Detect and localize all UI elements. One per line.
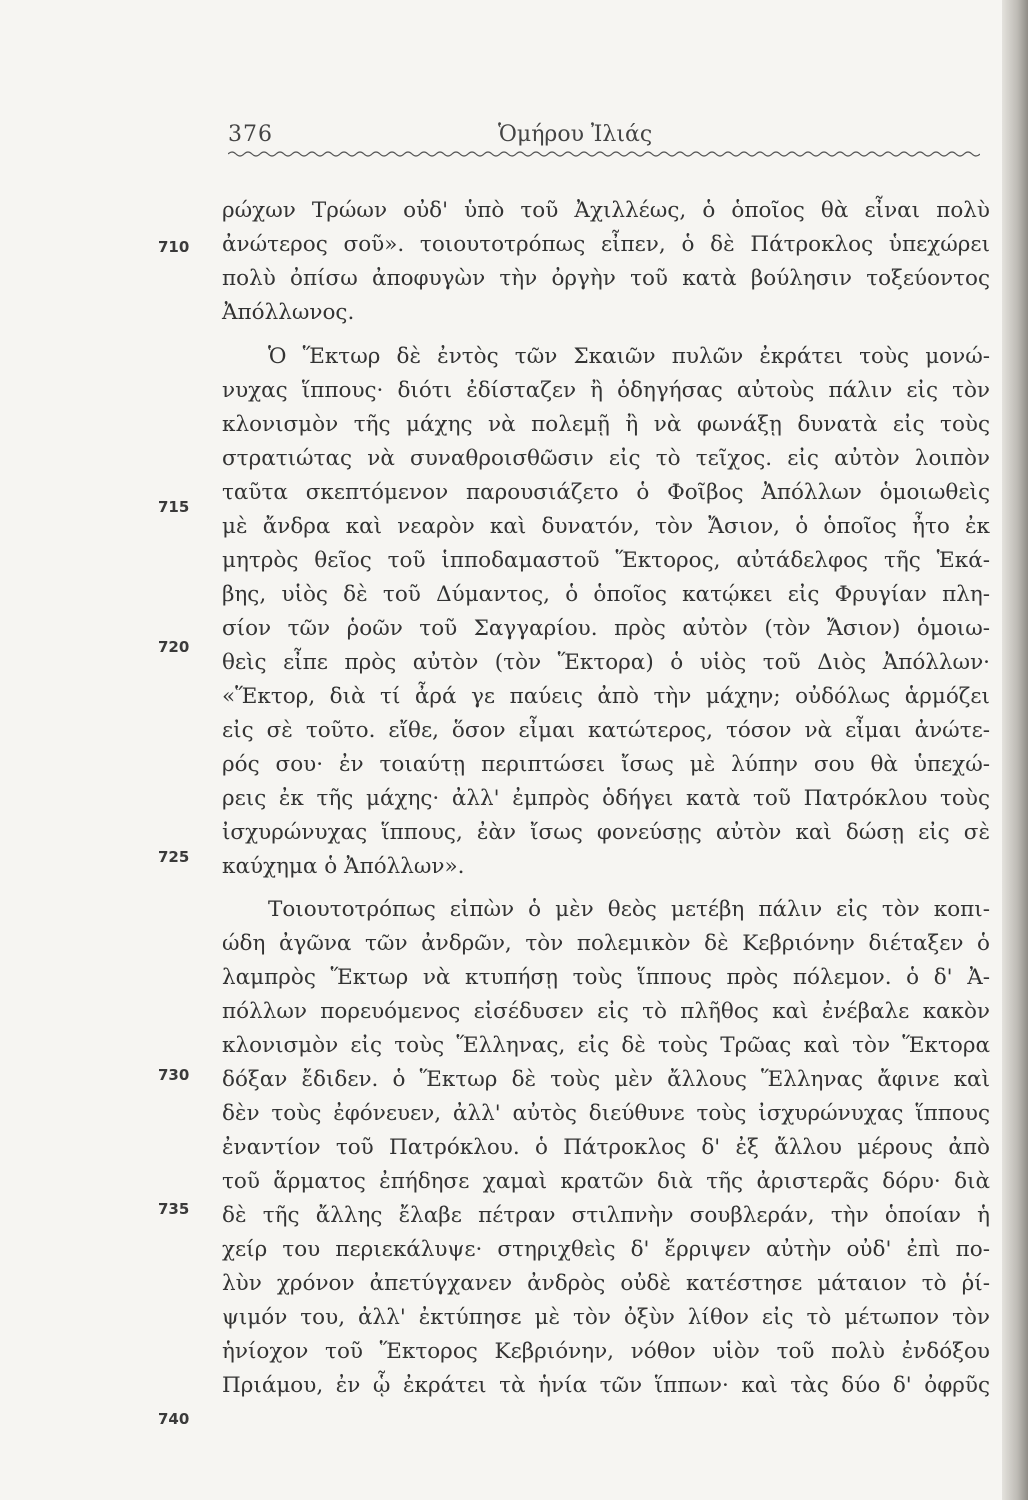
running-title: Ὁμήρου Ἰλιάς — [498, 122, 653, 147]
text-line: μητρὸς θεῖος τοῦ ἱπποδαμαστοῦ Ἕκτορος, αὐτάδελφος τῆς Ἑκά- — [222, 548, 990, 573]
text-line: κλονισμὸν εἰς τοὺς Ἕλληνας, εἰς δὲ τοὺς Τρῶας καὶ τὸν Ἕκτορα — [222, 1033, 990, 1058]
text-line: Τοιουτοτρόπως εἰπὼν ὁ μὲν θεὸς μετέβη πάλιν εἰς τὸν κοπι- — [268, 897, 990, 922]
text-line: ἰσχυρώνυχας ἵππους, ἐὰν ἴσως φονεύσῃς αὐτὸν καὶ δώσῃ εἰς σὲ — [222, 820, 990, 845]
text-line: ἀνώτερος σοῦ». τοιουτοτρόπως εἶπεν, ὁ δὲ Πάτροκλος ὑπεχώρει — [222, 232, 990, 257]
text-line: εἰς σὲ τοῦτο. εἴθε, ὅσον εἶμαι κατώτερος, τόσον νὰ εἶμαι ἀνώτε- — [222, 718, 990, 743]
text-line: στρατιώτας νὰ συναθροισθῶσιν εἰς τὸ τεῖχος. εἰς αὐτὸν λοιπὸν — [222, 446, 990, 471]
line-number: 730 — [158, 1066, 190, 1084]
text-line: ἡνίοχον τοῦ Ἕκτορος Κεβριόνην, νόθον υἱὸν τοῦ πολὺ ἐνδόξου — [222, 1339, 990, 1364]
line-number: 740 — [158, 1410, 190, 1428]
text-line: πολὺ ὀπίσω ἀποφυγὼν τὴν ὀργὴν τοῦ κατὰ βούλησιν τοξεύοντος — [222, 266, 990, 291]
text-line: ρώχων Τρώων οὐδ' ὑπὸ τοῦ Ἀχιλλέως, ὁ ὁποῖος θὰ εἶναι πολὺ — [222, 198, 990, 223]
line-number: 725 — [158, 848, 190, 866]
text-line: δὲν τοὺς ἐφόνευεν, ἀλλ' αὐτὸς διεύθυνε τοὺς ἰσχυρώνυχας ἵππους — [222, 1101, 990, 1126]
text-line: ρός σου· ἐν τοιαύτῃ περιπτώσει ἴσως μὲ λύπην σου θὰ ὑπεχώ- — [222, 752, 990, 777]
text-line: μὲ ἄνδρα καὶ νεαρὸν καὶ δυνατόν, τὸν Ἄσιον, ὁ ὁποῖος ἦτο ἐκ — [222, 514, 990, 539]
text-line: ρεις ἐκ τῆς μάχης· ἀλλ' ἐμπρὸς ὁδήγει κατὰ τοῦ Πατρόκλου τοὺς — [222, 786, 990, 811]
text-line: θεὶς εἶπε πρὸς αὐτὸν (τὸν Ἕκτορα) ὁ υἱὸς τοῦ Διὸς Ἀπόλλων· — [222, 650, 990, 675]
text-line: δὲ τῆς ἄλλης ἔλαβε πέτραν στιλπνὴν σουβλεράν, τὴν ὁποίαν ἡ — [222, 1203, 990, 1228]
text-line: χείρ του περιεκάλυψε· στηριχθεὶς δ' ἔρριψεν αὐτὴν οὐδ' ἐπὶ πο- — [222, 1237, 990, 1262]
text-line: Ἀπόλλωνος. — [222, 300, 355, 325]
text-line: δόξαν ἔδιδεν. ὁ Ἕκτωρ δὲ τοὺς μὲν ἄλλους Ἕλληνας ἄφινε καὶ — [222, 1067, 990, 1092]
text-line: νυχας ἵππους· διότι ἐδίσταζεν ἢ ὁδηγήσας αὐτοὺς πάλιν εἰς τὸν — [222, 378, 990, 403]
text-line: βης, υἱὸς δὲ τοῦ Δύμαντος, ὁ ὁποῖος κατῴκει εἰς Φρυγίαν πλη- — [222, 582, 990, 607]
page-number: 376 — [228, 122, 273, 147]
text-line: «Ἕκτορ, διὰ τί ἆρά γε παύεις ἀπὸ τὴν μάχην; οὐδόλως ἁρμόζει — [222, 684, 990, 709]
text-line: Πριάμου, ἐν ᾧ ἐκράτει τὰ ἡνία τῶν ἵππων· καὶ τὰς δύο δ' ὀφρῦς — [222, 1373, 990, 1398]
text-line: λαμπρὸς Ἕκτωρ νὰ κτυπήσῃ τοὺς ἵππους πρὸς πόλεμον. ὁ δ' Ἀ- — [222, 965, 990, 990]
text-line: καύχημα ὁ Ἀπόλλων». — [222, 854, 465, 879]
header-wavy-rule — [228, 150, 980, 158]
text-line: λὺν χρόνον ἀπετύγχανεν ἀνδρὸς οὐδὲ κατέστησε μάταιον τὸ ῥί- — [222, 1271, 990, 1296]
text-line: ταῦτα σκεπτόμενον παρουσιάζετο ὁ Φοῖβος Ἀπόλλων ὁμοιωθεὶς — [222, 480, 990, 505]
page-header — [228, 122, 980, 152]
line-number: 735 — [158, 1200, 190, 1218]
text-line: κλονισμὸν τῆς μάχης νὰ πολεμῇ ἢ νὰ φωνάξῃ δυνατὰ εἰς τοὺς — [222, 412, 990, 437]
text-line: ἐναντίον τοῦ Πατρόκλου. ὁ Πάτροκλος δ' ἐξ ἄλλου μέρους ἀπὸ — [222, 1135, 990, 1160]
text-line: ώδη ἀγῶνα τῶν ἀνδρῶν, τὸν πολεμικὸν δὲ Κεβριόνην διέταξεν ὁ — [222, 931, 990, 956]
page-edge-shadow — [1002, 0, 1028, 1500]
text-line: Ὁ Ἕκτωρ δὲ ἐντὸς τῶν Σκαιῶν πυλῶν ἐκράτει τοὺς μονώ- — [268, 344, 990, 369]
line-number: 715 — [158, 498, 190, 516]
text-line: τοῦ ἅρματος ἐπήδησε χαμαὶ κρατῶν διὰ τῆς ἀριστερᾶς δόρυ· διὰ — [222, 1169, 990, 1194]
text-line: πόλλων πορευόμενος εἰσέδυσεν εἰς τὸ πλῆθος καὶ ἐνέβαλε κακὸν — [222, 999, 990, 1024]
text-line: ψιμόν του, ἀλλ' ἐκτύπησε μὲ τὸν ὀξὺν λίθον εἰς τὸ μέτωπον τὸν — [222, 1305, 990, 1330]
line-number: 720 — [158, 638, 190, 656]
line-number: 710 — [158, 238, 190, 256]
text-line: σίον τῶν ῥοῶν τοῦ Σαγγαρίου. πρὸς αὐτὸν (τὸν Ἄσιον) ὁμοιω- — [222, 616, 990, 641]
